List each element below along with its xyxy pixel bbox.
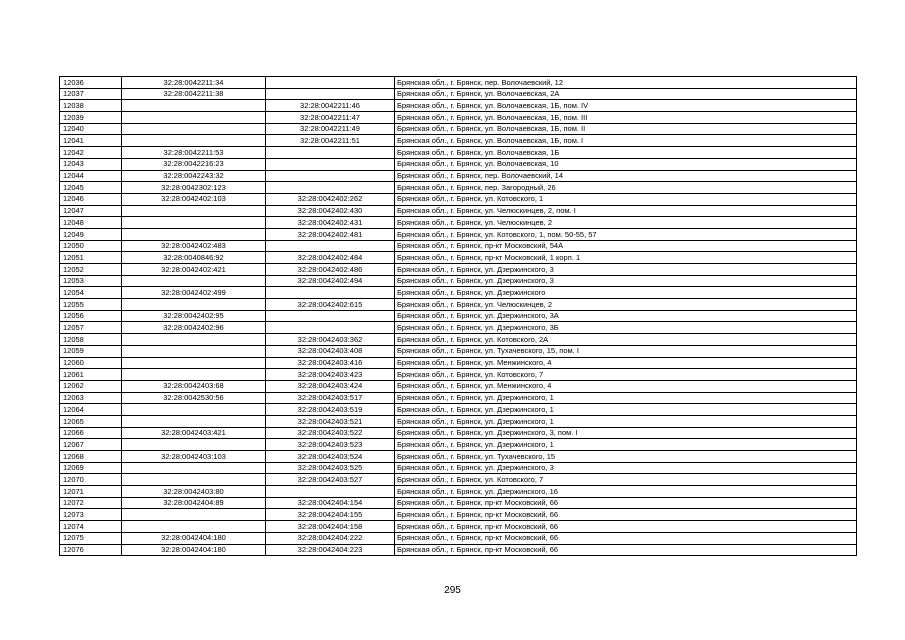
row-number-cell: 12073 xyxy=(60,509,122,521)
cadastral-number-cell: 32:28:0042402:103 xyxy=(122,193,266,205)
row-number-cell: 12071 xyxy=(60,486,122,498)
cadastral-number-cell: 32:28:0042403:80 xyxy=(122,486,266,498)
cadastral-number-cell xyxy=(122,205,266,217)
table-row xyxy=(60,532,857,544)
table-row xyxy=(60,415,857,427)
row-number-cell: 12062 xyxy=(60,380,122,392)
row-number-cell: 12064 xyxy=(60,404,122,416)
cadastral-number-cell: 32:28:0042404:89 xyxy=(122,497,266,509)
table-row xyxy=(60,544,857,556)
related-cadastral-number-cell xyxy=(266,322,395,334)
cadastral-number-cell: 32:28:0042402:483 xyxy=(122,240,266,252)
table-row xyxy=(60,170,857,182)
row-number-cell: 12075 xyxy=(60,532,122,544)
cadastral-number-cell xyxy=(122,462,266,474)
row-number-cell: 12051 xyxy=(60,252,122,264)
address-cell: Брянская обл., г. Брянск, ул. Челюскинцев, 2 xyxy=(395,217,857,229)
address-cell: Брянская обл., г. Брянск, ул. Дзержинского, 3 xyxy=(395,264,857,276)
related-cadastral-number-cell xyxy=(266,77,395,89)
row-number-cell: 12039 xyxy=(60,112,122,124)
related-cadastral-number-cell xyxy=(266,158,395,170)
table-row xyxy=(60,217,857,229)
row-number-cell: 12072 xyxy=(60,497,122,509)
address-cell: Брянская обл., г. Брянск, пер. Волочаевский, 14 xyxy=(395,170,857,182)
address-cell: Брянская обл., г. Брянск, пр-кт Московский, 54А xyxy=(395,240,857,252)
cadastral-number-cell xyxy=(122,509,266,521)
related-cadastral-number-cell: 32:28:0042403:524 xyxy=(266,451,395,463)
table-row xyxy=(60,158,857,170)
table-row xyxy=(60,497,857,509)
table-row xyxy=(60,509,857,521)
row-number-cell: 12052 xyxy=(60,264,122,276)
table-row xyxy=(60,310,857,322)
related-cadastral-number-cell: 32:28:0042211:46 xyxy=(266,100,395,112)
table-row xyxy=(60,322,857,334)
related-cadastral-number-cell xyxy=(266,486,395,498)
address-cell: Брянская обл., г. Брянск, ул. Волочаевская, 1Б, пом. II xyxy=(395,123,857,135)
related-cadastral-number-cell: 32:28:0042402:484 xyxy=(266,252,395,264)
address-cell: Брянская обл., г. Брянск, ул. Тухачевского, 15 xyxy=(395,451,857,463)
related-cadastral-number-cell xyxy=(266,170,395,182)
address-cell: Брянская обл., г. Брянск, пр-кт Московский, 66 xyxy=(395,532,857,544)
address-cell: Брянская обл., г. Брянск, пр-кт Московский, 66 xyxy=(395,497,857,509)
related-cadastral-number-cell: 32:28:0042402:430 xyxy=(266,205,395,217)
cadastral-number-cell xyxy=(122,217,266,229)
address-cell: Брянская обл., г. Брянск, пер. Загородный, 26 xyxy=(395,182,857,194)
address-cell: Брянская обл., г. Брянск, ул. Котовского, 1 xyxy=(395,193,857,205)
cadastral-number-cell: 32:28:0042402:95 xyxy=(122,310,266,322)
row-number-cell: 12059 xyxy=(60,345,122,357)
registry-table xyxy=(59,76,857,556)
address-cell: Брянская обл., г. Брянск, ул. Волочаевская, 10 xyxy=(395,158,857,170)
cadastral-number-cell xyxy=(122,112,266,124)
address-cell: Брянская обл., г. Брянск, ул. Дзержинского xyxy=(395,287,857,299)
row-number-cell: 12057 xyxy=(60,322,122,334)
address-cell: Брянская обл., г. Брянск, ул. Дзержинского, 3А xyxy=(395,310,857,322)
cadastral-number-cell xyxy=(122,228,266,240)
cadastral-number-cell xyxy=(122,357,266,369)
address-cell: Брянская обл., г. Брянск, пр-кт Московский, 66 xyxy=(395,544,857,556)
row-number-cell: 12037 xyxy=(60,88,122,100)
row-number-cell: 12050 xyxy=(60,240,122,252)
related-cadastral-number-cell: 32:28:0042403:519 xyxy=(266,404,395,416)
address-cell: Брянская обл., г. Брянск, ул. Котовского, 2А xyxy=(395,334,857,346)
row-number-cell: 12054 xyxy=(60,287,122,299)
address-cell: Брянская обл., г. Брянск, ул. Волочаевская, 1Б xyxy=(395,147,857,159)
cadastral-number-cell: 32:28:0042403:68 xyxy=(122,380,266,392)
table-row xyxy=(60,404,857,416)
cadastral-number-cell: 32:28:0042403:103 xyxy=(122,451,266,463)
address-cell: Брянская обл., г. Брянск, ул. Волочаевская, 2А xyxy=(395,88,857,100)
address-cell: Брянская обл., г. Брянск, ул. Дзержинского, 3Б xyxy=(395,322,857,334)
table-row xyxy=(60,439,857,451)
related-cadastral-number-cell: 32:28:0042404:223 xyxy=(266,544,395,556)
table-row xyxy=(60,205,857,217)
row-number-cell: 12041 xyxy=(60,135,122,147)
row-number-cell: 12076 xyxy=(60,544,122,556)
row-number-cell: 12044 xyxy=(60,170,122,182)
table-row xyxy=(60,392,857,404)
table-row xyxy=(60,287,857,299)
table-row xyxy=(60,77,857,89)
related-cadastral-number-cell xyxy=(266,310,395,322)
related-cadastral-number-cell: 32:28:0042211:51 xyxy=(266,135,395,147)
registry-table-body xyxy=(60,77,857,556)
row-number-cell: 12067 xyxy=(60,439,122,451)
cadastral-number-cell: 32:28:0042404:180 xyxy=(122,532,266,544)
table-row xyxy=(60,228,857,240)
row-number-cell: 12065 xyxy=(60,415,122,427)
cadastral-number-cell: 32:28:0042211:53 xyxy=(122,147,266,159)
related-cadastral-number-cell: 32:28:0042403:424 xyxy=(266,380,395,392)
table-row xyxy=(60,380,857,392)
page-number: 295 xyxy=(444,585,461,596)
related-cadastral-number-cell: 32:28:0042404:158 xyxy=(266,521,395,533)
address-cell: Брянская обл., г. Брянск, ул. Менжинского, 4 xyxy=(395,380,857,392)
related-cadastral-number-cell: 32:28:0042404:154 xyxy=(266,497,395,509)
related-cadastral-number-cell: 32:28:0042403:423 xyxy=(266,369,395,381)
row-number-cell: 12056 xyxy=(60,310,122,322)
address-cell: Брянская обл., г. Брянск, пер. Волочаевский, 12 xyxy=(395,77,857,89)
table-row xyxy=(60,521,857,533)
cadastral-number-cell: 32:28:0042302:123 xyxy=(122,182,266,194)
cadastral-number-cell xyxy=(122,369,266,381)
row-number-cell: 12058 xyxy=(60,334,122,346)
row-number-cell: 12042 xyxy=(60,147,122,159)
table-row xyxy=(60,88,857,100)
related-cadastral-number-cell: 32:28:0042402:431 xyxy=(266,217,395,229)
related-cadastral-number-cell: 32:28:0042403:521 xyxy=(266,415,395,427)
related-cadastral-number-cell: 32:28:0042211:47 xyxy=(266,112,395,124)
table-row xyxy=(60,451,857,463)
cadastral-number-cell: 32:28:0042402:96 xyxy=(122,322,266,334)
related-cadastral-number-cell: 32:28:0042403:408 xyxy=(266,345,395,357)
related-cadastral-number-cell: 32:28:0042403:523 xyxy=(266,439,395,451)
address-cell: Брянская обл., г. Брянск, ул. Дзержинского, 1 xyxy=(395,439,857,451)
related-cadastral-number-cell: 32:28:0042403:527 xyxy=(266,474,395,486)
cadastral-number-cell xyxy=(122,135,266,147)
cadastral-number-cell xyxy=(122,123,266,135)
address-cell: Брянская обл., г. Брянск, ул. Дзержинского, 16 xyxy=(395,486,857,498)
row-number-cell: 12068 xyxy=(60,451,122,463)
address-cell: Брянская обл., г. Брянск, ул. Дзержинского, 1 xyxy=(395,404,857,416)
related-cadastral-number-cell xyxy=(266,240,395,252)
row-number-cell: 12038 xyxy=(60,100,122,112)
related-cadastral-number-cell: 32:28:0042402:481 xyxy=(266,228,395,240)
row-number-cell: 12055 xyxy=(60,299,122,311)
table-row xyxy=(60,369,857,381)
related-cadastral-number-cell: 32:28:0042403:517 xyxy=(266,392,395,404)
related-cadastral-number-cell: 32:28:0042402:494 xyxy=(266,275,395,287)
row-number-cell: 12053 xyxy=(60,275,122,287)
address-cell: Брянская обл., г. Брянск, ул. Котовского, 7 xyxy=(395,474,857,486)
address-cell: Брянская обл., г. Брянск, ул. Волочаевская, 1Б, пом. IV xyxy=(395,100,857,112)
related-cadastral-number-cell: 32:28:0042402:615 xyxy=(266,299,395,311)
table-row xyxy=(60,345,857,357)
address-cell: Брянская обл., г. Брянск, ул. Дзержинского, 3 xyxy=(395,462,857,474)
related-cadastral-number-cell xyxy=(266,147,395,159)
row-number-cell: 12046 xyxy=(60,193,122,205)
address-cell: Брянская обл., г. Брянск, ул. Челюскинцев, 2 xyxy=(395,299,857,311)
related-cadastral-number-cell: 32:28:0042403:362 xyxy=(266,334,395,346)
table-row xyxy=(60,275,857,287)
address-cell: Брянская обл., г. Брянск, ул. Волочаевская, 1Б, пом. III xyxy=(395,112,857,124)
row-number-cell: 12040 xyxy=(60,123,122,135)
table-row xyxy=(60,357,857,369)
address-cell: Брянская обл., г. Брянск, ул. Челюскинцев, 2, пом. I xyxy=(395,205,857,217)
address-cell: Брянская обл., г. Брянск, пр-кт Московский, 1 корп. 1 xyxy=(395,252,857,264)
table-row xyxy=(60,135,857,147)
cadastral-number-cell: 32:28:0042530:56 xyxy=(122,392,266,404)
table-row xyxy=(60,427,857,439)
address-cell: Брянская обл., г. Брянск, ул. Волочаевская, 1Б, пом. I xyxy=(395,135,857,147)
row-number-cell: 12061 xyxy=(60,369,122,381)
related-cadastral-number-cell: 32:28:0042211:49 xyxy=(266,123,395,135)
table-row xyxy=(60,100,857,112)
row-number-cell: 12074 xyxy=(60,521,122,533)
table-row xyxy=(60,264,857,276)
address-cell: Брянская обл., г. Брянск, ул. Дзержинского, 3 xyxy=(395,275,857,287)
row-number-cell: 12063 xyxy=(60,392,122,404)
table-row xyxy=(60,474,857,486)
cadastral-number-cell xyxy=(122,275,266,287)
row-number-cell: 12045 xyxy=(60,182,122,194)
cadastral-number-cell: 32:28:0042402:499 xyxy=(122,287,266,299)
table-row xyxy=(60,486,857,498)
related-cadastral-number-cell: 32:28:0042403:416 xyxy=(266,357,395,369)
related-cadastral-number-cell: 32:28:0042404:155 xyxy=(266,509,395,521)
table-row xyxy=(60,299,857,311)
table-row xyxy=(60,147,857,159)
address-cell: Брянская обл., г. Брянск, ул. Менжинского, 4 xyxy=(395,357,857,369)
related-cadastral-number-cell xyxy=(266,182,395,194)
row-number-cell: 12066 xyxy=(60,427,122,439)
row-number-cell: 12036 xyxy=(60,77,122,89)
cadastral-number-cell: 32:28:0042211:34 xyxy=(122,77,266,89)
table-row xyxy=(60,182,857,194)
cadastral-number-cell xyxy=(122,345,266,357)
cadastral-number-cell: 32:28:0042216:23 xyxy=(122,158,266,170)
related-cadastral-number-cell xyxy=(266,88,395,100)
related-cadastral-number-cell xyxy=(266,287,395,299)
row-number-cell: 12049 xyxy=(60,228,122,240)
cadastral-number-cell xyxy=(122,334,266,346)
row-number-cell: 12048 xyxy=(60,217,122,229)
cadastral-number-cell xyxy=(122,521,266,533)
cadastral-number-cell xyxy=(122,439,266,451)
cadastral-number-cell xyxy=(122,415,266,427)
related-cadastral-number-cell: 32:28:0042402:262 xyxy=(266,193,395,205)
address-cell: Брянская обл., г. Брянск, ул. Котовского, 7 xyxy=(395,369,857,381)
address-cell: Брянская обл., г. Брянск, ул. Дзержинского, 1 xyxy=(395,415,857,427)
related-cadastral-number-cell: 32:28:0042404:222 xyxy=(266,532,395,544)
table-row xyxy=(60,252,857,264)
table-row xyxy=(60,112,857,124)
address-cell: Брянская обл., г. Брянск, ул. Дзержинского, 3, пом. I xyxy=(395,427,857,439)
related-cadastral-number-cell: 32:28:0042403:525 xyxy=(266,462,395,474)
cadastral-number-cell: 32:28:0042211:38 xyxy=(122,88,266,100)
row-number-cell: 12060 xyxy=(60,357,122,369)
related-cadastral-number-cell: 32:28:0042402:486 xyxy=(266,264,395,276)
table-row xyxy=(60,193,857,205)
cadastral-number-cell xyxy=(122,100,266,112)
row-number-cell: 12047 xyxy=(60,205,122,217)
cadastral-number-cell xyxy=(122,404,266,416)
cadastral-number-cell: 32:28:0042243:32 xyxy=(122,170,266,182)
related-cadastral-number-cell: 32:28:0042403:522 xyxy=(266,427,395,439)
cadastral-number-cell: 32:28:0040846:92 xyxy=(122,252,266,264)
row-number-cell: 12070 xyxy=(60,474,122,486)
address-cell: Брянская обл., г. Брянск, пр-кт Московский, 66 xyxy=(395,521,857,533)
table-row xyxy=(60,123,857,135)
cadastral-number-cell xyxy=(122,299,266,311)
table-row xyxy=(60,334,857,346)
address-cell: Брянская обл., г. Брянск, ул. Дзержинского, 1 xyxy=(395,392,857,404)
cadastral-number-cell xyxy=(122,474,266,486)
address-cell: Брянская обл., г. Брянск, ул. Котовского, 1, пом. 50-55, 57 xyxy=(395,228,857,240)
address-cell: Брянская обл., г. Брянск, ул. Тухачевского, 15, пом. I xyxy=(395,345,857,357)
row-number-cell: 12043 xyxy=(60,158,122,170)
table-row xyxy=(60,240,857,252)
row-number-cell: 12069 xyxy=(60,462,122,474)
cadastral-number-cell: 32:28:0042403:421 xyxy=(122,427,266,439)
cadastral-number-cell: 32:28:0042402:421 xyxy=(122,264,266,276)
table-row xyxy=(60,462,857,474)
address-cell: Брянская обл., г. Брянск, пр-кт Московский, 66 xyxy=(395,509,857,521)
cadastral-number-cell: 32:28:0042404:180 xyxy=(122,544,266,556)
